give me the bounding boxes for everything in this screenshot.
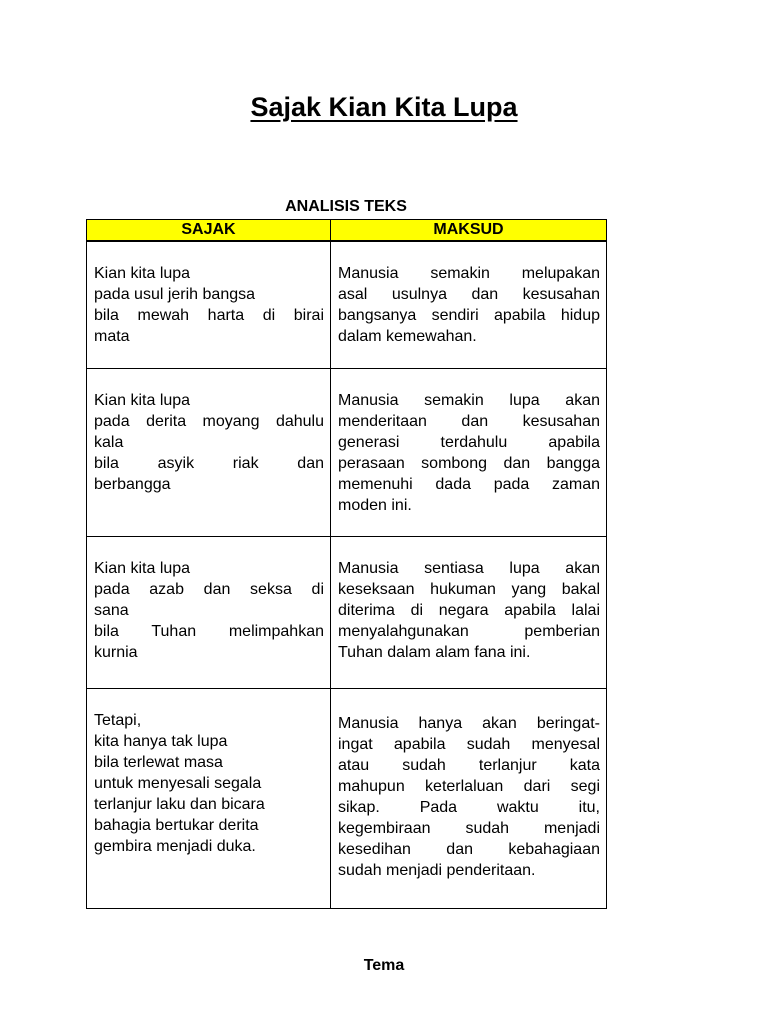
poem-cell bbox=[87, 689, 331, 909]
poem-line: Kian kita lupa bbox=[94, 265, 191, 282]
meaning-line: Manusia semakin melupakan bbox=[338, 265, 600, 282]
meaning-line: Manusia sentiasa lupa akan bbox=[338, 560, 600, 577]
poem-line: kala bbox=[94, 434, 124, 451]
meaning-cell bbox=[331, 241, 607, 369]
section-heading-tema: Tema bbox=[363, 957, 405, 974]
meaning-line: sudah menjadi penderitaan. bbox=[338, 862, 536, 879]
meaning-line: dalam kemewahan. bbox=[338, 328, 477, 345]
poem-cell bbox=[87, 537, 331, 689]
poem-line: bila asyik riak dan bbox=[94, 455, 324, 472]
poem-cell bbox=[87, 369, 331, 537]
poem-line: untuk menyesali segala bbox=[94, 775, 262, 792]
meaning-line: Manusia semakin lupa akan bbox=[338, 392, 600, 409]
poem-line: bila terlewat masa bbox=[94, 754, 223, 771]
meaning-line: sikap. Pada waktu itu, bbox=[338, 799, 600, 816]
table-caption: ANALISIS TEKS bbox=[285, 198, 407, 215]
poem-line: bahagia bertukar derita bbox=[94, 817, 259, 834]
meaning-cell bbox=[331, 369, 607, 537]
meaning-line: diterima di negara apabila lalai bbox=[338, 602, 600, 619]
poem-line: pada usul jerih bangsa bbox=[94, 286, 256, 303]
poem-line: sana bbox=[94, 602, 129, 619]
meaning-line: mahupun keterlaluan dari segi bbox=[338, 778, 600, 795]
table-header-row bbox=[87, 220, 607, 242]
poem-line: bila mewah harta di birai bbox=[94, 307, 324, 324]
analysis-table bbox=[86, 219, 607, 909]
poem-line: gembira menjadi duka. bbox=[94, 838, 256, 855]
poem-line: berbangga bbox=[94, 476, 171, 493]
meaning-line: memenuhi dada pada zaman bbox=[338, 476, 600, 493]
meaning-line: asal usulnya dan kesusahan bbox=[338, 286, 600, 303]
poem-line: Tetapi, bbox=[94, 712, 142, 729]
meaning-line: menderitaan dan kesusahan bbox=[338, 413, 600, 430]
table-row bbox=[87, 241, 607, 369]
poem-line: terlanjur laku dan bicara bbox=[94, 796, 265, 813]
meaning-line: generasi terdahulu apabila bbox=[338, 434, 600, 451]
poem-cell bbox=[87, 241, 331, 369]
table-row bbox=[87, 537, 607, 689]
poem-line: bila Tuhan melimpahkan bbox=[94, 623, 324, 640]
poem-line: kurnia bbox=[94, 644, 138, 661]
meaning-line: moden ini. bbox=[338, 497, 412, 514]
table-row bbox=[87, 689, 607, 909]
meaning-line: atau sudah terlanjur kata bbox=[338, 757, 600, 774]
poem-line: Kian kita lupa bbox=[94, 392, 191, 409]
meaning-line: menyalahgunakan pemberian bbox=[338, 623, 600, 640]
header-maksud: MAKSUD bbox=[331, 220, 607, 242]
meaning-line: Manusia hanya akan beringat- bbox=[338, 715, 600, 732]
meaning-line: kesedihan dan kebahagiaan bbox=[338, 841, 600, 858]
meaning-line: keseksaan hukuman yang bakal bbox=[338, 581, 600, 598]
meaning-line: kegembiraan sudah menjadi bbox=[338, 820, 600, 837]
poem-line: pada derita moyang dahulu bbox=[94, 413, 324, 430]
poem-line: Kian kita lupa bbox=[94, 560, 191, 577]
poem-line: pada azab dan seksa di bbox=[94, 581, 324, 598]
meaning-line: perasaan sombong dan bangga bbox=[338, 455, 600, 472]
table-row bbox=[87, 369, 607, 537]
meaning-line: bangsanya sendiri apabila hidup bbox=[338, 307, 600, 324]
meaning-cell bbox=[331, 537, 607, 689]
meaning-line: ingat apabila sudah menyesal bbox=[338, 736, 600, 753]
poem-line: kita hanya tak lupa bbox=[94, 733, 228, 750]
page-title: Sajak Kian Kita Lupa bbox=[250, 92, 518, 122]
header-sajak: SAJAK bbox=[87, 220, 331, 242]
meaning-cell bbox=[331, 689, 607, 909]
poem-line: mata bbox=[94, 328, 130, 345]
meaning-line: Tuhan dalam alam fana ini. bbox=[338, 644, 531, 661]
